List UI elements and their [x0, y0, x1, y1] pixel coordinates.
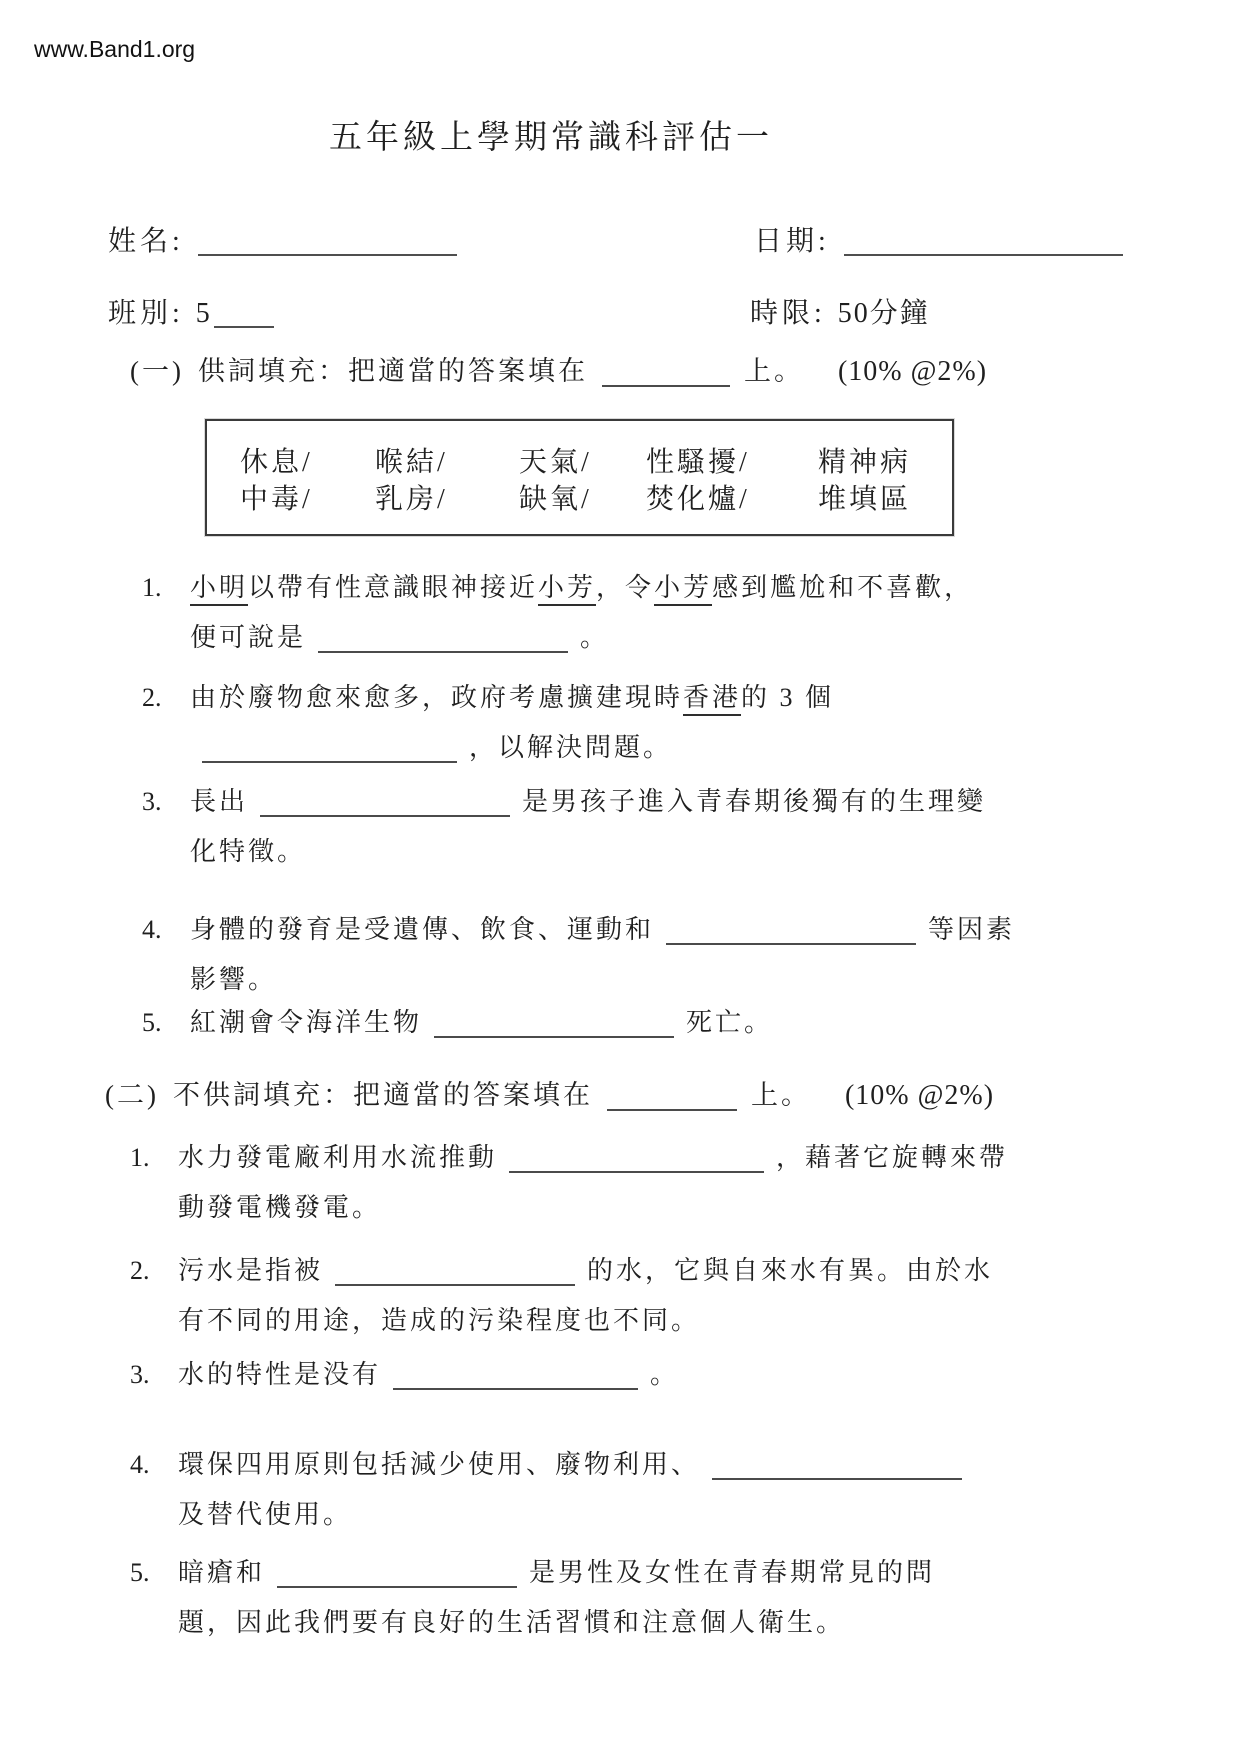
question-body — [178, 1350, 679, 1400]
word-bank-item: 堆填區 — [818, 484, 912, 515]
question-text: 等因素 — [928, 915, 1016, 944]
question-number: 5. — [130, 1558, 150, 1587]
page-title: 五年級上學期常識科評估一 — [329, 120, 773, 156]
answer-blank — [712, 1452, 962, 1480]
question-text: 水的特性是没有 — [178, 1360, 382, 1389]
question — [130, 1246, 993, 1346]
section2-header — [105, 1075, 994, 1115]
question-line — [178, 1133, 1008, 1183]
question-number: 4. — [130, 1450, 150, 1479]
word-bank-box — [205, 419, 954, 536]
question-text: 便可說是 — [190, 623, 307, 652]
section2-score-note: (10% @2%) — [844, 1080, 995, 1111]
section1-instruction: 供詞填充：把適當的答案填在 — [197, 356, 588, 386]
question-line — [190, 777, 986, 827]
date-answer-line — [844, 254, 1123, 256]
question-text: 的 3 個 — [741, 683, 835, 712]
question-body — [178, 1548, 935, 1648]
question-number: 2. — [142, 683, 162, 712]
word-bank-item: 缺氧/ — [519, 484, 592, 515]
answer-blank — [666, 917, 916, 945]
section1-suffix: 上。 — [743, 356, 804, 386]
question-text: 死亡。 — [686, 1008, 774, 1037]
word-bank-row — [207, 481, 952, 519]
question-text: 影響。 — [190, 965, 278, 994]
section2-suffix: 上。 — [750, 1080, 811, 1110]
word-bank-item: 喉結/ — [375, 447, 448, 478]
answer-blank — [434, 1010, 674, 1038]
question-line — [178, 1350, 679, 1400]
class-answer-line — [214, 326, 274, 328]
word-bank-item: 精神病 — [818, 447, 912, 478]
question-number: 4. — [142, 915, 162, 944]
word-bank-item: 中毒/ — [240, 484, 313, 515]
question-text: 身體的發育是受遺傳、飲食、運動和 — [190, 915, 655, 944]
question — [130, 1440, 974, 1540]
answer-blank — [335, 1258, 575, 1286]
question-number: 3. — [142, 787, 162, 816]
question-text: 有不同的用途，造成的污染程度也不同。 — [178, 1306, 701, 1335]
answer-blank — [393, 1362, 638, 1390]
question-number: 5. — [142, 1008, 162, 1037]
class-label: 班別: — [108, 298, 184, 329]
question-body — [190, 673, 834, 773]
question-text: ，以解決問題。 — [469, 733, 673, 762]
section1-header — [130, 351, 987, 391]
question-text: 以帶有性意識眼神接近 — [248, 573, 539, 602]
answer-blank — [260, 789, 510, 817]
question — [130, 1133, 1008, 1233]
date-field — [754, 222, 1123, 262]
question-body — [178, 1133, 1008, 1233]
question — [142, 777, 986, 877]
question-line — [190, 563, 973, 613]
question-text: 是男孩子進入青春期後獨有的生理變 — [522, 787, 987, 816]
question-line — [190, 673, 834, 723]
question-body — [190, 777, 986, 877]
section2-header-blank — [607, 1083, 737, 1111]
question — [142, 905, 1015, 1005]
question — [142, 563, 973, 663]
class-value: 5 — [195, 298, 212, 329]
question-line — [178, 1246, 993, 1296]
name-label: 姓名: — [108, 226, 184, 257]
time-limit-field — [750, 294, 930, 334]
answer-blank — [318, 625, 568, 653]
word-bank-item: 休息/ — [240, 447, 313, 478]
question-text: 暗瘡和 — [178, 1558, 266, 1587]
question-text: 污水是指被 — [178, 1256, 324, 1285]
question-line — [178, 1440, 974, 1490]
site-watermark: www.Band1.org — [34, 36, 196, 62]
section2-instruction: 不供詞填充：把適當的答案填在 — [172, 1080, 593, 1110]
question-text: 的水，它與自來水有異。由於水 — [587, 1256, 994, 1285]
question-text: 動發電機發電。 — [178, 1193, 382, 1222]
question-line — [190, 827, 986, 877]
question-body — [190, 998, 773, 1048]
question-text: 水力發電廠利用水流推動 — [178, 1143, 498, 1172]
question-number: 3. — [130, 1360, 150, 1389]
question-text: 是男性及女性在青春期常見的問 — [529, 1558, 936, 1587]
section2-number: (二) — [105, 1080, 159, 1110]
underlined-term: 小芳 — [538, 573, 596, 606]
question-text: 環保四用原則包括減少使用、廢物利用、 — [178, 1450, 701, 1479]
question-line — [178, 1296, 993, 1346]
section1-score-note: (10% @2%) — [837, 356, 988, 387]
question-text: 化特徵。 — [190, 837, 307, 866]
question — [130, 1548, 935, 1648]
question-body — [178, 1246, 993, 1346]
question-text: ，藉著它旋轉來帶 — [776, 1143, 1009, 1172]
underlined-term: 小芳 — [654, 573, 712, 606]
question-line — [178, 1183, 1008, 1233]
question-line — [178, 1598, 935, 1648]
name-answer-line — [198, 254, 457, 256]
question-number: 1. — [130, 1143, 150, 1172]
word-bank-item: 性騷擾/ — [646, 447, 750, 478]
class-field — [108, 294, 274, 334]
question-text: 。 — [580, 623, 610, 652]
question-body — [178, 1440, 974, 1540]
word-bank-item: 乳房/ — [375, 484, 448, 515]
question-body — [190, 563, 973, 663]
question-line — [178, 1548, 935, 1598]
question-line — [178, 1490, 974, 1540]
question-text: 及替代使用。 — [178, 1500, 353, 1529]
question-text: 紅潮會令海洋生物 — [190, 1008, 423, 1037]
question-line — [190, 613, 973, 663]
time-limit-value: 50分鐘 — [837, 298, 930, 329]
question-text: 由於廢物愈來愈多，政府考慮擴建現時 — [190, 683, 684, 712]
question-line — [190, 905, 1015, 955]
time-limit-label: 時限: — [750, 298, 826, 329]
answer-blank — [509, 1145, 764, 1173]
word-bank-item: 天氣/ — [519, 447, 592, 478]
question-text: 。 — [650, 1360, 680, 1389]
question-text: 感到尷尬和不喜歡， — [712, 573, 974, 602]
question — [142, 998, 773, 1048]
question — [130, 1350, 679, 1400]
question-body — [190, 905, 1015, 1005]
question-text: ，令 — [596, 573, 655, 602]
question-line — [190, 723, 834, 773]
question-line — [190, 998, 773, 1048]
question-number: 2. — [130, 1256, 150, 1285]
section1-header-blank — [602, 359, 730, 387]
answer-blank — [277, 1560, 517, 1588]
question-text: 長出 — [190, 787, 249, 816]
word-bank-item: 焚化爐/ — [646, 484, 750, 515]
question-number: 1. — [142, 573, 162, 602]
question — [142, 673, 834, 773]
question-text: 題，因此我們要有良好的生活習慣和注意個人衛生。 — [178, 1608, 846, 1637]
underlined-term: 香港 — [683, 683, 741, 716]
answer-blank — [202, 735, 457, 763]
section1-number: (一) — [130, 356, 184, 386]
date-label: 日期: — [754, 226, 830, 257]
word-bank-row — [207, 444, 952, 482]
name-field — [108, 222, 457, 262]
underlined-term: 小明 — [190, 573, 248, 606]
